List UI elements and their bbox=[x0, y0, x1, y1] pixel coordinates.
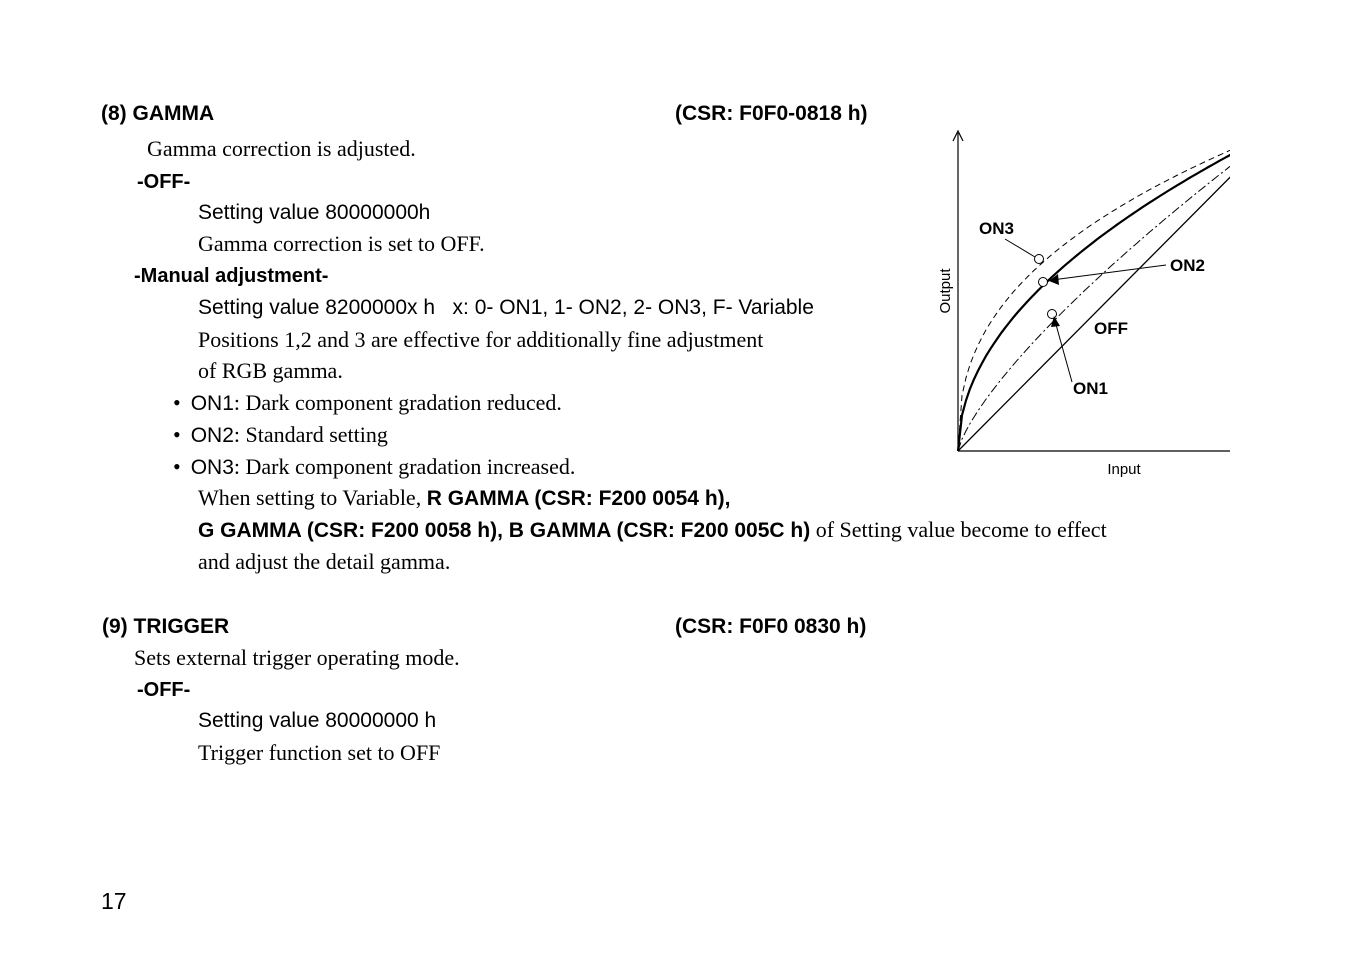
y-axis-label: Output bbox=[937, 268, 954, 314]
variable-post: of Setting value become to effect bbox=[810, 517, 1107, 542]
bullet-item-on1 bbox=[173, 390, 562, 416]
bullet-mark: • bbox=[173, 454, 181, 479]
bullet-text: : Dark component gradation reduced. bbox=[233, 390, 562, 415]
on2-marker bbox=[1039, 278, 1048, 287]
trigger-off-setting: Setting value 80000000 h bbox=[198, 709, 437, 732]
variable-r-gamma: R GAMMA (CSR: F200 0054 h), bbox=[426, 487, 731, 510]
bullet-key: ON2 bbox=[190, 424, 234, 447]
variable-line-2 bbox=[198, 517, 1107, 543]
label-off: OFF bbox=[1094, 319, 1128, 338]
page-number: 17 bbox=[101, 888, 127, 914]
gamma-manual-desc-2: of RGB gamma. bbox=[198, 358, 343, 383]
gamma-csr: (CSR: F0F0-0818 h) bbox=[675, 102, 868, 125]
trigger-intro: Sets external trigger operating mode. bbox=[134, 645, 460, 670]
label-on2: ON2 bbox=[1170, 256, 1205, 275]
bullet-text: : Dark component gradation increased. bbox=[233, 454, 576, 479]
trigger-csr: (CSR: F0F0 0830 h) bbox=[675, 615, 867, 638]
gamma-manual-setting: Setting value 8200000x h x: 0- ON1, 1- ON2, 2- ON3, F- Variable bbox=[198, 296, 814, 319]
bullet-key: ON3 bbox=[190, 456, 234, 479]
variable-pre: When setting to Variable, bbox=[198, 485, 427, 510]
on1-marker bbox=[1048, 310, 1057, 319]
variable-line-3: and adjust the detail gamma. bbox=[198, 549, 451, 574]
trigger-heading: (9) TRIGGER bbox=[102, 615, 230, 638]
gamma-manual-label: -Manual adjustment- bbox=[134, 265, 329, 287]
gamma-heading: (8) GAMMA bbox=[101, 102, 215, 125]
gamma-manual-desc-1: Positions 1,2 and 3 are effective for additionally fine adjustment bbox=[198, 327, 764, 352]
bullet-item-on3 bbox=[173, 454, 575, 480]
variable-line-1 bbox=[198, 485, 730, 511]
bullet-mark: • bbox=[173, 422, 181, 447]
gamma-intro: Gamma correction is adjusted. bbox=[147, 136, 416, 161]
gamma-off-setting: Setting value 80000000h bbox=[198, 201, 431, 224]
on3-marker bbox=[1035, 255, 1044, 264]
variable-gb-gamma: G GAMMA (CSR: F200 0058 h), B GAMMA (CSR: F200 005C h) bbox=[198, 519, 811, 542]
bullet-mark: • bbox=[173, 390, 181, 415]
trigger-off-desc: Trigger function set to OFF bbox=[198, 740, 441, 765]
on3-leader bbox=[1005, 239, 1035, 257]
label-on1: ON1 bbox=[1073, 379, 1108, 398]
gamma-off-desc: Gamma correction is set to OFF. bbox=[198, 231, 485, 256]
x-axis-label: Input bbox=[1107, 461, 1141, 478]
bullet-key: ON1 bbox=[190, 392, 234, 415]
trigger-off-label: -OFF- bbox=[137, 679, 191, 701]
bullet-text: : Standard setting bbox=[233, 422, 388, 447]
series-on2-line bbox=[958, 131, 1230, 451]
gamma-off-label: -OFF- bbox=[137, 171, 191, 193]
gamma-chart bbox=[930, 120, 1230, 485]
label-on3: ON3 bbox=[979, 219, 1014, 238]
bullet-item-on2 bbox=[173, 422, 388, 448]
